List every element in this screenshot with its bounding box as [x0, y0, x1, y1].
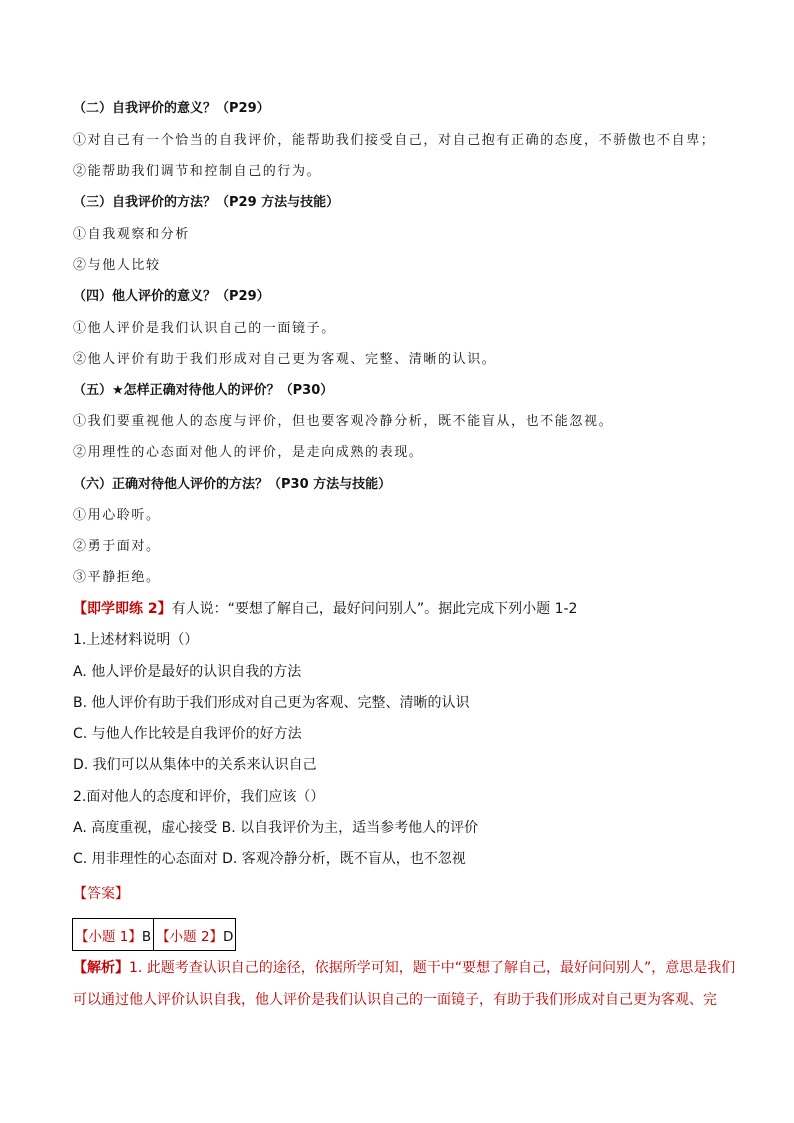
section-2-heading: （二）自我评价的意义？（P29）	[73, 101, 270, 116]
answer-cell-2	[154, 919, 236, 951]
answer-1-tag: 【小题 1】	[75, 928, 142, 945]
question-2-options-cd: C. 用非理性的心态面对 D. 客观冷静分析，既不盲从，也不忽视	[73, 851, 466, 867]
section-5-item-1: ①我们要重视他人的态度与评价，但也要客观冷静分析，既不能盲从，也不能忽视。	[73, 414, 614, 429]
section-2-item-1: ①对自己有一个恰当的自我评价，能帮助我们接受自己，对自己抱有正确的态度，不骄傲也不自卑；	[73, 133, 716, 148]
question-1-option-d: D. 我们可以从集体中的关系来认识自己	[73, 757, 317, 773]
section-2-item-2: ②能帮助我们调节和控制自己的行为。	[73, 164, 322, 179]
section-6-heading: （六）正确对待他人评价的方法？（P30 方法与技能）	[73, 477, 392, 492]
answer-cell-1	[73, 919, 154, 951]
answer-1-value: B	[141, 928, 152, 945]
exercise-intro-text: 有人说：“要想了解自己，最好问问别人”。据此完成下列小题 1-2	[171, 601, 578, 617]
answer-table	[72, 918, 236, 951]
question-2-options-ab: A. 高度重视，虚心接受 B. 以自我评价为主，适当参考他人的评价	[73, 820, 479, 836]
section-6-item-3: ③平静拒绝。	[73, 570, 161, 585]
answer-2-tag: 【小题 2】	[156, 928, 224, 945]
analysis-tag: 【解析】	[73, 960, 129, 976]
section-4-item-1: ①他人评价是我们认识自己的一面镜子。	[73, 321, 336, 336]
analysis-line-1	[73, 959, 735, 977]
question-1-option-b: B. 他人评价有助于我们形成对自己更为客观、完整、清晰的认识	[73, 695, 470, 711]
section-3-heading: （三）自我评价的方法？（P29 方法与技能）	[73, 195, 340, 210]
question-1: 1.上述材料说明（）	[73, 632, 199, 648]
exercise-tag: 【即学即练 2】	[73, 601, 172, 617]
question-1-option-c: C. 与他人作比较是自我评价的好方法	[73, 726, 302, 742]
question-2: 2.面对他人的态度和评价，我们应该（）	[73, 789, 325, 805]
section-3-item-2: ②与他人比较	[73, 258, 161, 273]
section-5-item-2: ②用理性的心态面对他人的评价，是走向成熟的表现。	[73, 445, 424, 460]
answer-label: 【答案】	[73, 886, 129, 902]
analysis-line-2: 可以通过他人评价认识自我，他人评价是我们认识自己的一面镜子，有助于我们形成对自己更为客观、完	[73, 992, 717, 1008]
section-6-item-1: ①用心聆听。	[73, 508, 161, 523]
section-3-item-1: ①自我观察和分析	[73, 227, 190, 242]
section-5-heading: （五）★怎样正确对待他人的评价？（P30）	[73, 383, 334, 398]
answer-2-value: D	[223, 928, 234, 945]
section-4-item-2: ②他人评价有助于我们形成对自己更为客观、完整、清晰的认识。	[73, 352, 497, 367]
question-1-option-a: A. 他人评价是最好的认识自我的方法	[73, 664, 302, 680]
section-6-item-2: ②勇于面对。	[73, 539, 161, 554]
section-4-heading: （四）他人评价的意义？（P29）	[73, 289, 270, 304]
exercise-intro	[73, 600, 577, 618]
analysis-text-1: 1. 此题考查认识自己的途径，依据所学可知，题干中“要想了解自己，最好问问别人”，意思是我们	[129, 960, 736, 976]
